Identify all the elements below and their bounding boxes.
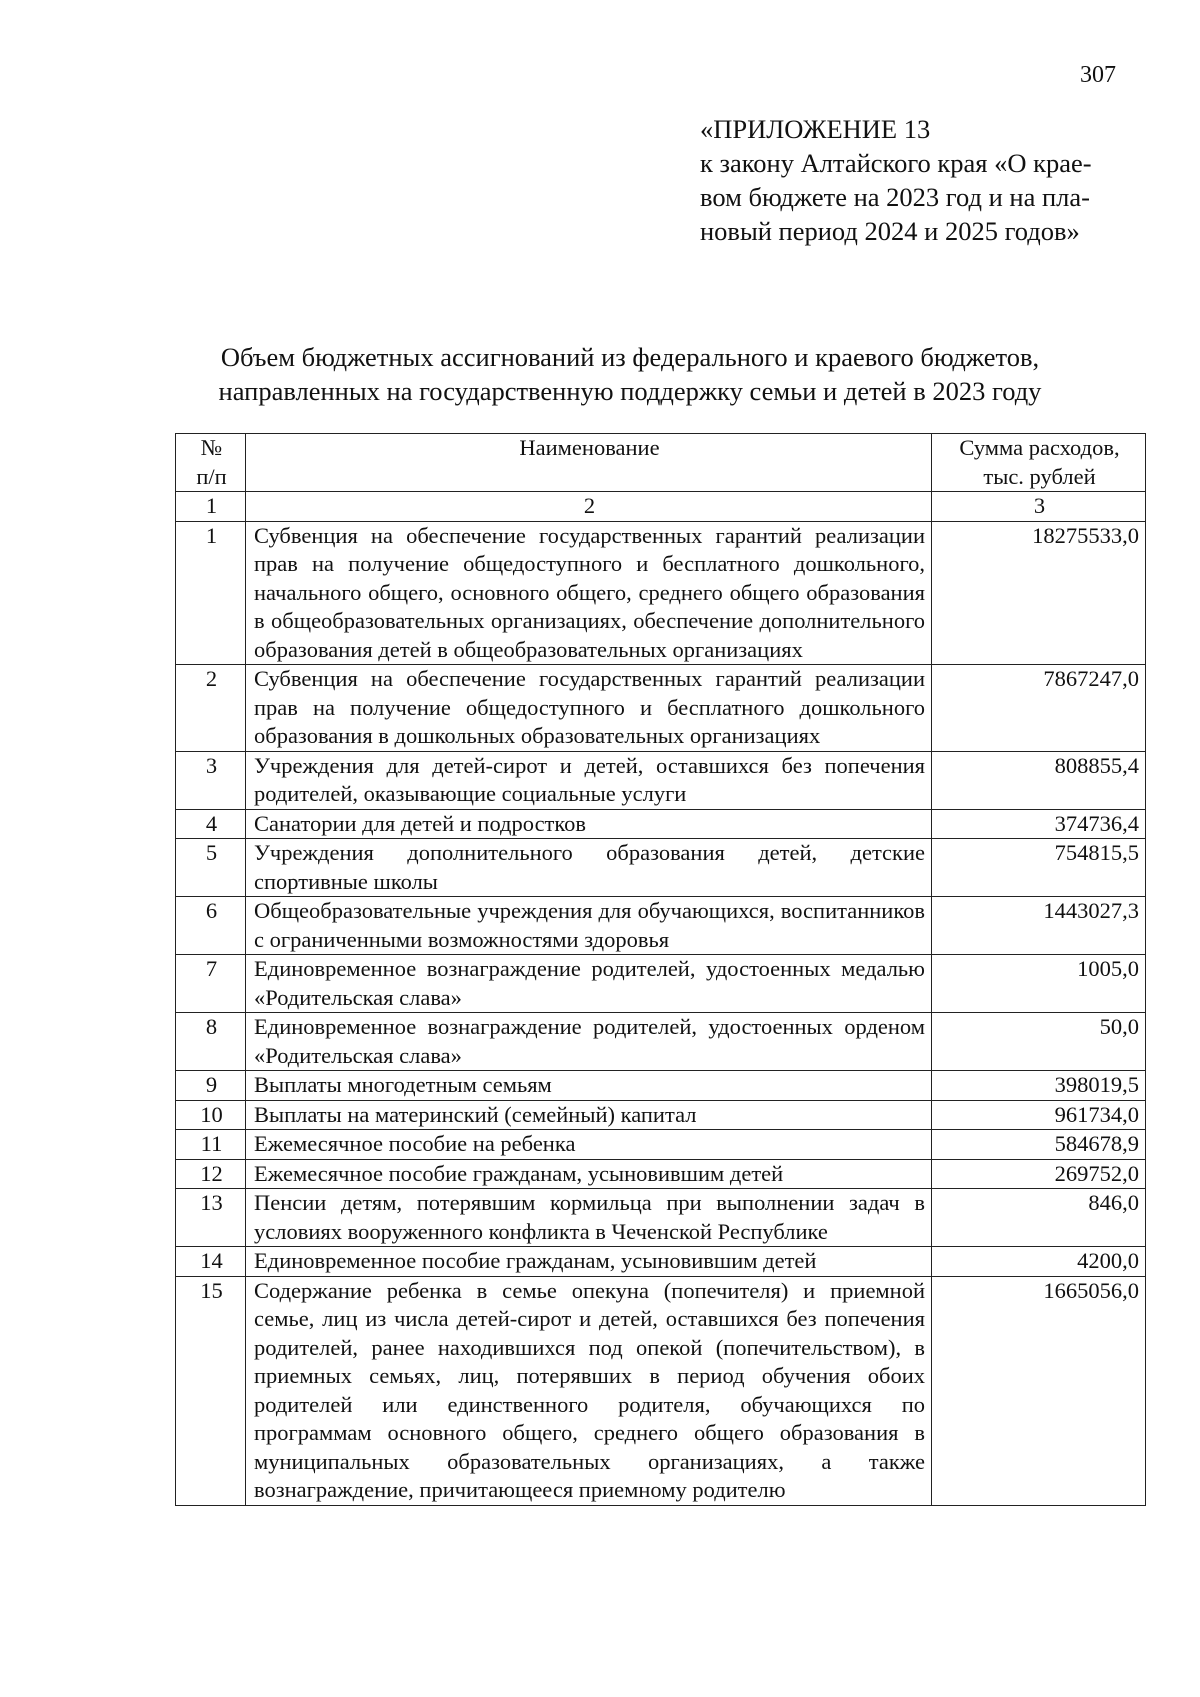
row-sum: 269752,0 xyxy=(932,1159,1146,1189)
row-sum: 1665056,0 xyxy=(932,1276,1146,1505)
appendix-line: к закону Алтайского края «О крае- xyxy=(700,148,1092,178)
header-number-line2: п/п xyxy=(196,463,227,489)
row-number: 8 xyxy=(176,1013,246,1071)
row-number: 11 xyxy=(176,1130,246,1160)
table-row xyxy=(176,521,1146,665)
row-name: Общеобразовательные учреждения для обучающихся, воспитанников с ограниченными возможностями здоровья xyxy=(246,897,932,955)
row-number: 15 xyxy=(176,1276,246,1505)
row-number: 12 xyxy=(176,1159,246,1189)
row-name: Единовременное пособие гражданам, усыновившим детей xyxy=(246,1247,932,1277)
document-title xyxy=(150,340,1110,408)
row-name: Пенсии детям, потерявшим кормильца при выполнении задач в условиях вооруженного конфликта в Чеченской Республике xyxy=(246,1189,932,1247)
table-row xyxy=(176,1071,1146,1101)
row-name: Ежемесячное пособие гражданам, усыновившим детей xyxy=(246,1159,932,1189)
row-number: 2 xyxy=(176,665,246,752)
row-number: 13 xyxy=(176,1189,246,1247)
page-number: 307 xyxy=(1080,62,1116,88)
header-sum xyxy=(932,434,1146,492)
row-name: Ежемесячное пособие на ребенка xyxy=(246,1130,932,1160)
column-number: 2 xyxy=(246,492,932,522)
title-line: Объем бюджетных ассигнований из федерального и краевого бюджетов, xyxy=(220,342,1040,372)
table-row xyxy=(176,955,1146,1013)
table-row xyxy=(176,1100,1146,1130)
row-name: Субвенция на обеспечение государственных гарантий реализации прав на получение общедоступного и бесплатного дошкольного, начального общего, основного общего, среднего общего образования в общеобразовательных организациях, обеспечение дополнительного образования детей в общеобразовательных организациях xyxy=(246,521,932,665)
row-number: 10 xyxy=(176,1100,246,1130)
row-sum: 961734,0 xyxy=(932,1100,1146,1130)
row-name: Выплаты многодетным семьям xyxy=(246,1071,932,1101)
row-sum: 1443027,3 xyxy=(932,897,1146,955)
row-number: 7 xyxy=(176,955,246,1013)
row-name: Учреждения дополнительного образования детей, детские спортивные школы xyxy=(246,839,932,897)
appendix-line: «ПРИЛОЖЕНИЕ 13 xyxy=(700,114,931,144)
row-name: Содержание ребенка в семье опекуна (попечителя) и приемной семье, лиц из числа детей-сирот и детей, оставшихся без попечения родителей, ранее находившихся под опекой (попечительством), в приемных семьях, лиц, потерявших в период обучения обоих родителей или единственного родителя, обучающихся по программам основного общего, среднего общего образования в муниципальных образовательных организациях, а также вознаграждение, причитающееся приемному родителю xyxy=(246,1276,932,1505)
row-number: 6 xyxy=(176,897,246,955)
row-sum: 584678,9 xyxy=(932,1130,1146,1160)
table-row xyxy=(176,1013,1146,1071)
row-sum: 846,0 xyxy=(932,1189,1146,1247)
row-sum: 374736,4 xyxy=(932,809,1146,839)
table-row xyxy=(176,809,1146,839)
appendix-line: вом бюджете на 2023 год и на пла- xyxy=(700,182,1090,212)
row-sum: 50,0 xyxy=(932,1013,1146,1071)
row-sum: 808855,4 xyxy=(932,751,1146,809)
table-row xyxy=(176,751,1146,809)
table-row xyxy=(176,1247,1146,1277)
table-body xyxy=(176,521,1146,1505)
title-line: направленных на государственную поддержку семьи и детей в 2023 году xyxy=(218,376,1042,406)
row-name: Единовременное вознаграждение родителей, удостоенных медалью «Родительская слава» xyxy=(246,955,932,1013)
table-row xyxy=(176,1189,1146,1247)
row-number: 1 xyxy=(176,521,246,665)
row-sum: 7867247,0 xyxy=(932,665,1146,752)
row-sum: 1005,0 xyxy=(932,955,1146,1013)
budget-table xyxy=(175,433,1146,1506)
table-header-row xyxy=(176,434,1146,492)
column-number-row xyxy=(176,492,1146,522)
row-number: 9 xyxy=(176,1071,246,1101)
row-number: 14 xyxy=(176,1247,246,1277)
table-row xyxy=(176,897,1146,955)
row-number: 3 xyxy=(176,751,246,809)
row-number: 4 xyxy=(176,809,246,839)
appendix-line: новый период 2024 и 2025 годов» xyxy=(700,216,1080,246)
table-row xyxy=(176,665,1146,752)
row-sum: 754815,5 xyxy=(932,839,1146,897)
table-row xyxy=(176,1130,1146,1160)
header-sum-line1: Сумма расходов, xyxy=(959,435,1120,460)
row-sum: 398019,5 xyxy=(932,1071,1146,1101)
table-row xyxy=(176,1159,1146,1189)
column-number: 3 xyxy=(932,492,1146,522)
row-name: Санатории для детей и подростков xyxy=(246,809,932,839)
header-number xyxy=(176,434,246,492)
row-sum: 18275533,0 xyxy=(932,521,1146,665)
header-sum-line2: тыс. рублей xyxy=(983,463,1096,489)
header-number-line1: № xyxy=(200,435,223,460)
row-name: Учреждения для детей-сирот и детей, оставшихся без попечения родителей, оказывающие социальные услуги xyxy=(246,751,932,809)
header-name: Наименование xyxy=(246,434,932,492)
row-sum: 4200,0 xyxy=(932,1247,1146,1277)
table-row xyxy=(176,1276,1146,1505)
row-name: Выплаты на материнский (семейный) капитал xyxy=(246,1100,932,1130)
row-number: 5 xyxy=(176,839,246,897)
row-name: Субвенция на обеспечение государственных гарантий реализации прав на получение общедоступного и бесплатного дошкольного образования в дошкольных образовательных организациях xyxy=(246,665,932,752)
column-number: 1 xyxy=(176,492,246,522)
table-row xyxy=(176,839,1146,897)
row-name: Единовременное вознаграждение родителей, удостоенных орденом «Родительская слава» xyxy=(246,1013,932,1071)
appendix-header xyxy=(700,112,1132,248)
